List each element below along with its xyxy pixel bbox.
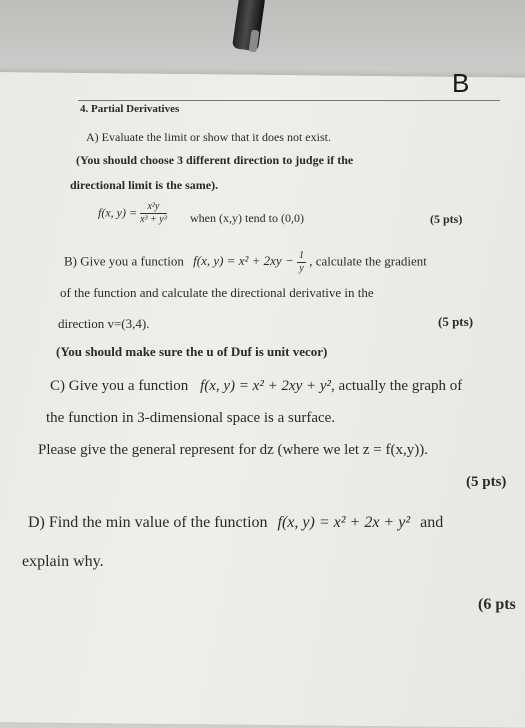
part-b-frac-num: 1: [298, 250, 304, 261]
paper-sheet: [0, 72, 525, 728]
part-d-line1-pre: D) Find the min value of the function: [28, 514, 268, 531]
part-d-points: (6 pts: [478, 596, 516, 613]
part-b-frac-den: y: [299, 263, 304, 274]
part-b-note: (You should make sure the u of Duf is unit vecor): [56, 344, 328, 359]
part-d-line1: [28, 514, 443, 532]
part-a-function: [98, 202, 167, 225]
part-d-line1-post: and: [420, 514, 444, 531]
part-c-line1-post: , actually the graph of: [331, 378, 463, 394]
part-a-fraction: [140, 202, 167, 225]
header-rule: [78, 100, 500, 101]
part-a-condition: when (x,y) tend to (0,0): [190, 211, 304, 225]
part-a-numerator: x²y: [140, 202, 167, 214]
part-a-line1: A) Evaluate the limit or show that it does not exist.: [86, 130, 331, 144]
part-a-note-line2: directional limit is the same).: [70, 178, 219, 192]
part-a-points: (5 pts): [430, 212, 463, 226]
part-b-points: (5 pts): [438, 314, 474, 329]
part-a-note-line1: (You should choose 3 different direction to judge if the: [76, 153, 354, 167]
part-b-line2: of the function and calculate the directional derivative in the: [60, 285, 374, 300]
page-letter: B: [452, 68, 470, 98]
part-b-line1-pre: B) Give you a function: [64, 253, 184, 269]
part-d-line2: explain why.: [22, 553, 104, 570]
part-c-line1: [50, 378, 462, 395]
part-c-function: f(x, y) = x² + 2xy + y²: [200, 378, 332, 394]
part-c-line1-pre: C) Give you a function: [50, 378, 189, 394]
question-heading: 4. Partial Derivatives: [80, 103, 180, 115]
part-c-line3: Please give the general represent for dz (where we let z = f(x,y)).: [38, 442, 428, 458]
part-b-line1: [64, 251, 427, 274]
part-a-func-lhs: f(x, y) =: [98, 205, 138, 220]
part-c-line2: the function in 3-dimensional space is a surface.: [46, 410, 336, 426]
part-c-points: (5 pts): [466, 474, 507, 490]
part-d-function: f(x, y) = x² + 2x + y²: [277, 514, 411, 531]
part-b-fraction: [297, 251, 306, 274]
part-b-line3: direction v=(3,4).: [58, 316, 150, 331]
part-b-function: f(x, y) = x² + 2xy −: [193, 253, 294, 269]
part-b-line1-post: , calculate the gradient: [309, 253, 427, 269]
part-a-denominator: x³ + y³: [140, 214, 167, 225]
